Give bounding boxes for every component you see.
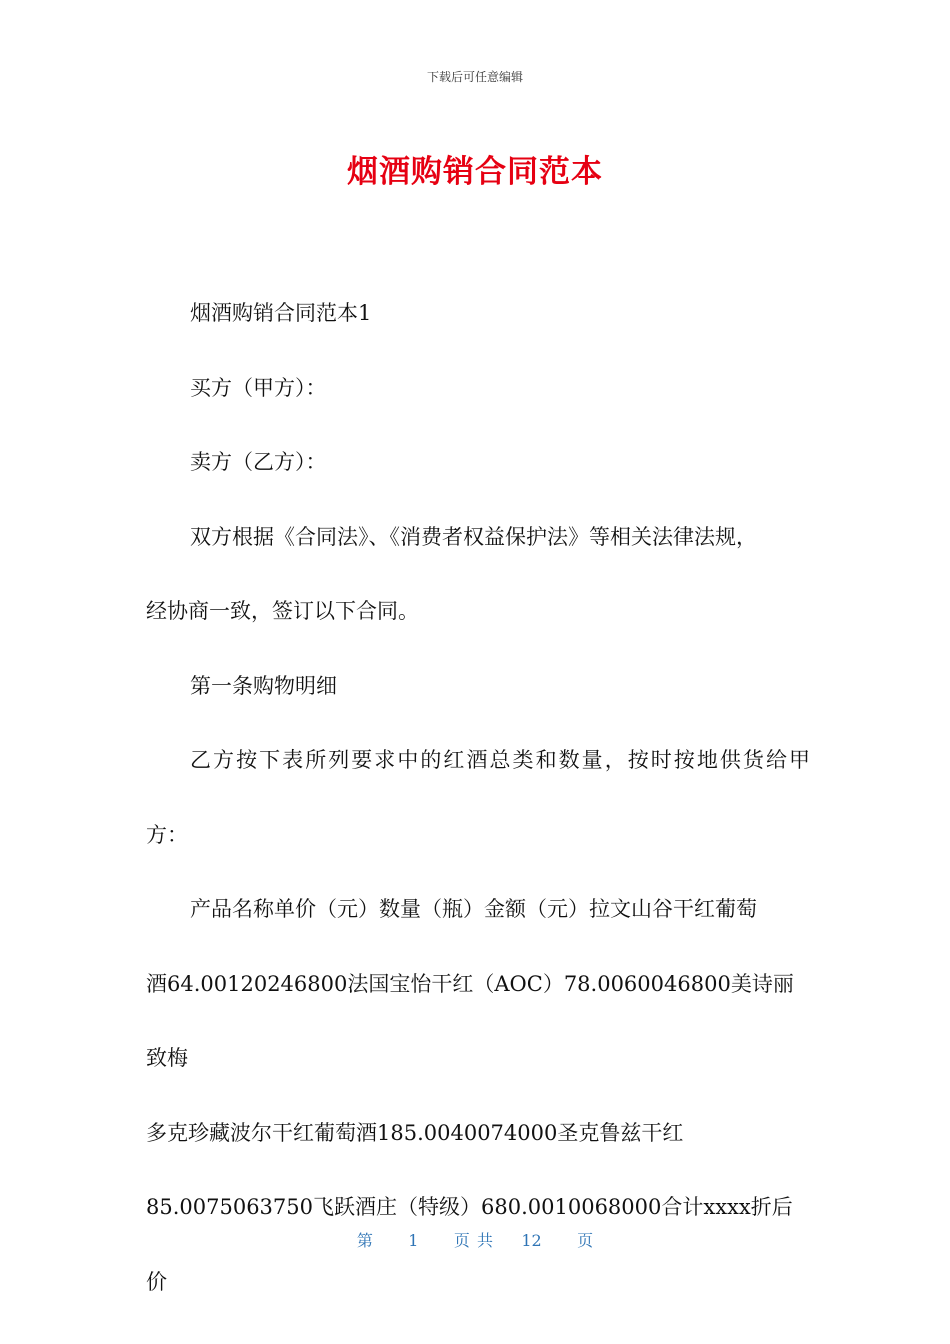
article-1-line-1: 乙方按下表所列要求中的红酒总类和数量，按时按地供货给甲 <box>190 748 810 772</box>
page-number: 1 <box>408 1231 419 1250</box>
table-text-line-2: 酒64.00120246800法国宝怡干红（AOC）78.0060046800美诗丽致梅 <box>146 971 794 1070</box>
table-text-line-1: 产品名称单价（元）数量（瓶）金额（元）拉文山谷干红葡萄 <box>190 897 757 921</box>
section-heading: 烟酒购销合同范本1 <box>190 301 372 325</box>
page-total: 12 <box>521 1231 542 1250</box>
page-middle: 页 共 <box>453 1231 493 1250</box>
table-text-line-3: 多克珍藏波尔干红葡萄酒185.0040074000圣克鲁兹干红 <box>146 1120 684 1145</box>
buyer-line: 买方（甲方）： <box>190 375 327 400</box>
document-title: 烟酒购销合同范本 <box>347 154 603 190</box>
page-suffix: 页 <box>577 1231 594 1250</box>
article-1-title: 第一条购物明细 <box>190 673 337 698</box>
intro-line-2: 经协商一致，签订以下合同。 <box>146 599 419 623</box>
page-prefix: 第 <box>356 1231 373 1250</box>
page-footer <box>0 1228 950 1251</box>
seller-line: 卖方（乙方）： <box>190 450 327 474</box>
table-text-line-4: 85.0075063750飞跃酒庄（特级）680.0010068000合计xxxx折后价 <box>146 1195 793 1294</box>
document-body <box>146 276 810 1319</box>
header-note: 下载后可任意编辑 <box>426 70 523 84</box>
intro-line-1: 双方根据《合同法》、《消费者权益保护法》等相关法律法规， <box>190 524 757 549</box>
article-1-line-2: 方： <box>146 822 188 847</box>
